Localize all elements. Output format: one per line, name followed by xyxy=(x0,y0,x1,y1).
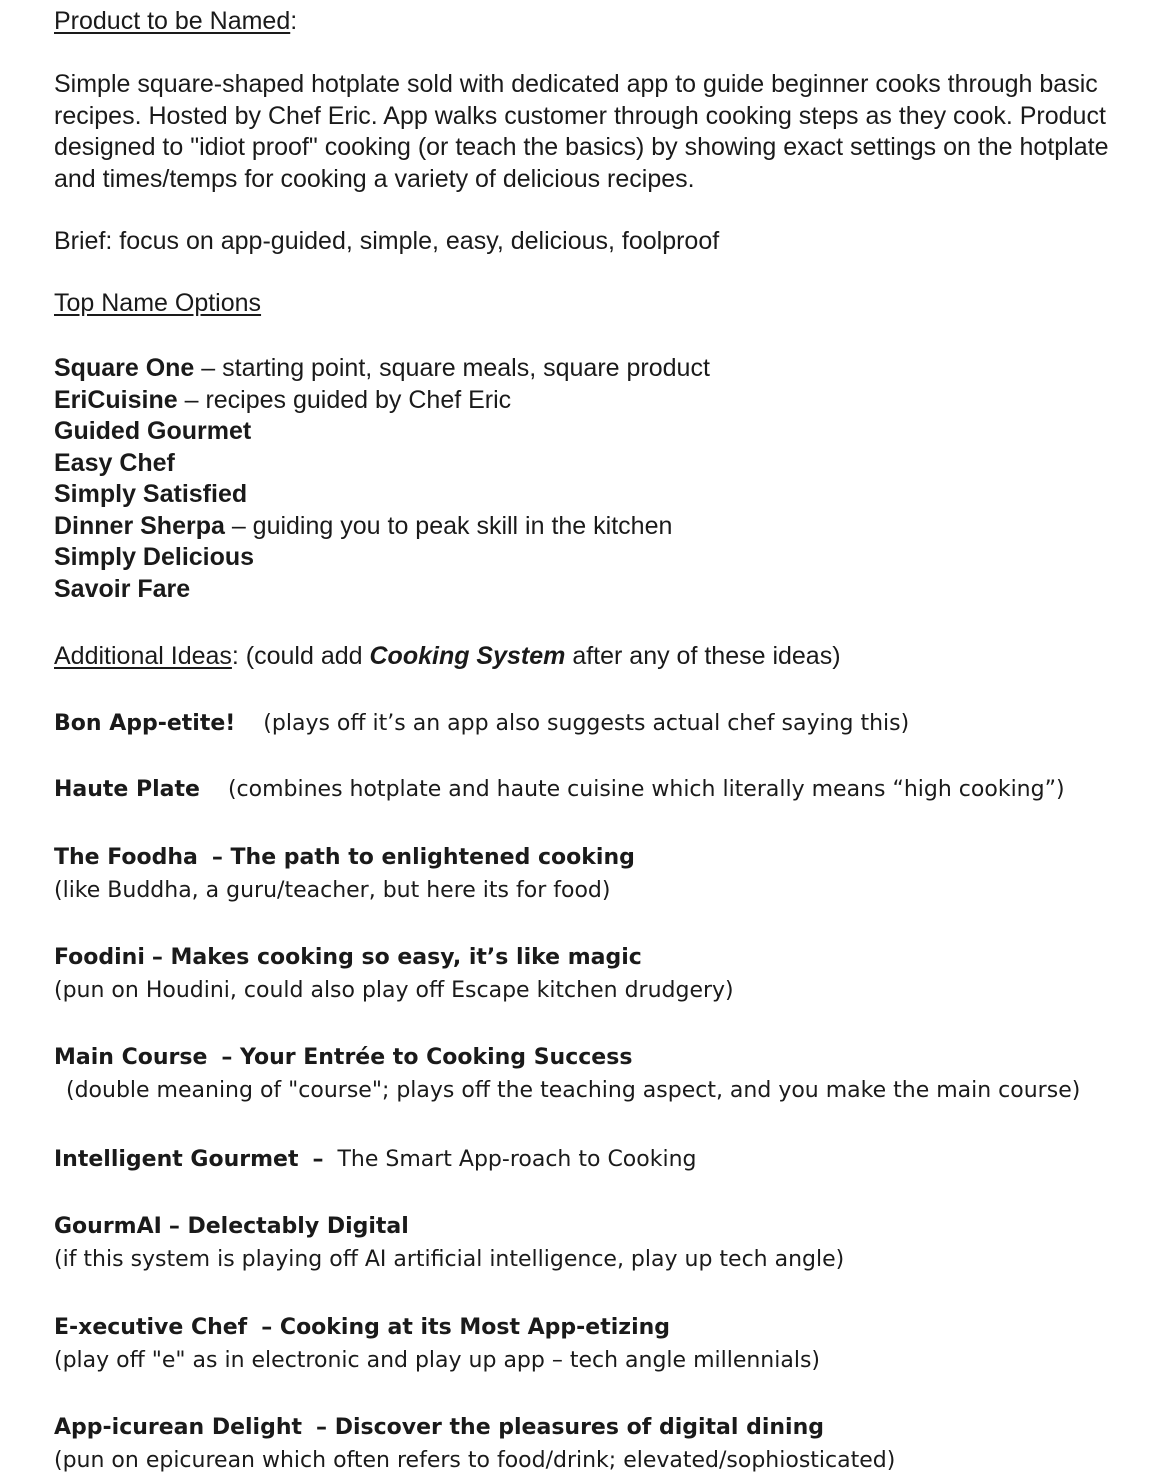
idea-item xyxy=(54,1041,1144,1107)
idea-item xyxy=(54,707,1144,740)
top-name-item xyxy=(54,416,1144,448)
heading-top-names-label: Top Name Options xyxy=(54,289,262,317)
section-heading-top-names xyxy=(54,288,1144,320)
idea-tagline: – Discover the pleasures of digital dining xyxy=(316,1415,824,1440)
idea-note: (like Buddha, a guru/teacher, but here its for food) xyxy=(54,878,611,903)
additional-post: after any of these ideas) xyxy=(565,642,841,670)
idea-gap xyxy=(298,1147,312,1172)
idea-tagline: – Makes cooking so easy, it’s like magic xyxy=(151,945,642,970)
idea-tagline: – Your Entrée to Cooking Success xyxy=(221,1045,633,1070)
top-name-desc: – guiding you to peak skill in the kitchen xyxy=(224,511,673,540)
idea-name: E-xecutive Chef xyxy=(54,1315,248,1340)
idea-gap xyxy=(247,1315,261,1340)
idea-name: Main Course xyxy=(54,1045,208,1070)
idea-gap xyxy=(198,845,212,870)
idea-name: The Foodha xyxy=(54,845,198,870)
idea-gap xyxy=(200,777,228,802)
idea-tagline: – Cooking at its Most App-etizing xyxy=(261,1315,671,1340)
top-name-item xyxy=(54,574,1144,606)
top-name: EriCuisine xyxy=(54,385,178,414)
additional-pre: : (could add xyxy=(231,642,370,670)
idea-note: (pun on epicurean which often refers to food/drink; elevated/sophiosticated) xyxy=(54,1448,896,1473)
idea-rest: (combines hotplate and haute cuisine which literally means “high cooking”) xyxy=(227,777,1065,802)
top-name-item xyxy=(54,511,1144,543)
idea-name: GourmAI xyxy=(54,1214,162,1239)
heading-additional-label: Additional Ideas xyxy=(54,642,232,670)
top-name-item xyxy=(54,542,1144,574)
idea-tagline: – xyxy=(312,1147,324,1172)
idea-item xyxy=(54,773,1144,806)
top-name-list xyxy=(54,353,1144,605)
idea-item xyxy=(54,1411,1144,1477)
top-name-item xyxy=(54,353,1144,385)
idea-item xyxy=(54,1143,1144,1176)
heading-product-label: Product to be Named xyxy=(54,7,291,35)
additional-emphasis: Cooking System xyxy=(369,642,566,670)
top-name: Simply Delicious xyxy=(54,543,255,571)
idea-gap xyxy=(145,945,152,970)
idea-note: (play off "e" as in electronic and play up app – tech angle millennials) xyxy=(54,1348,821,1373)
top-name: Savoir Fare xyxy=(54,574,191,603)
idea-name: App-icurean Delight xyxy=(54,1415,303,1440)
idea-gap xyxy=(235,711,263,736)
idea-item xyxy=(54,1311,1144,1377)
top-name-item xyxy=(54,479,1144,511)
idea-tagline: – The path to enlightened cooking xyxy=(211,845,635,870)
top-name: Simply Satisfied xyxy=(54,480,248,508)
idea-note: (if this system is playing off AI artificial intelligence, play up tech angle) xyxy=(54,1247,845,1272)
idea-name: Intelligent Gourmet xyxy=(54,1147,299,1172)
idea-name: Haute Plate xyxy=(54,777,200,802)
idea-note: (double meaning of "course"; plays off the teaching aspect, and you make the main course) xyxy=(66,1078,1081,1103)
section-heading-additional xyxy=(54,641,1144,673)
idea-name: Bon App-etite! xyxy=(54,711,236,736)
idea-note: (pun on Houdini, could also play off Escape kitchen drudgery) xyxy=(54,978,734,1003)
idea-name: Foodini xyxy=(54,945,145,970)
top-name-item xyxy=(54,385,1144,417)
top-name: Dinner Sherpa xyxy=(54,511,225,540)
top-name-desc: – recipes guided by Chef Eric xyxy=(177,385,512,414)
idea-gap xyxy=(162,1214,169,1239)
top-name-item xyxy=(54,448,1144,480)
idea-rest: The Smart App-roach to Cooking xyxy=(323,1147,697,1172)
idea-item xyxy=(54,1210,1144,1276)
heading-product-colon: : xyxy=(290,7,298,35)
top-name-desc: – starting point, square meals, square product xyxy=(194,354,710,382)
top-name: Guided Gourmet xyxy=(54,417,252,445)
idea-item xyxy=(54,841,1144,907)
idea-gap xyxy=(302,1415,316,1440)
top-name: Square One xyxy=(54,354,195,382)
product-description: Simple square-shaped hotplate sold with dedicated app to guide beginner cooks through basic recipes. Hosted by Chef Eric. App walks customer through cooking steps as they cook. Product designed to "idiot proof" cooking (or teach the basics) by showing exact settings on the hotplate and times/temps for cooking a variety of delicious recipes. xyxy=(54,70,1109,193)
section-heading-product xyxy=(54,6,1144,38)
idea-tagline: – Delectably Digital xyxy=(168,1214,409,1239)
brief-line: Brief: focus on app-guided, simple, easy, delicious, foolproof xyxy=(54,227,720,255)
idea-gap xyxy=(207,1045,221,1070)
top-name: Easy Chef xyxy=(54,448,175,477)
idea-rest: (plays off it’s an app also suggests actual chef saying this) xyxy=(263,711,910,736)
idea-item xyxy=(54,941,1144,1007)
